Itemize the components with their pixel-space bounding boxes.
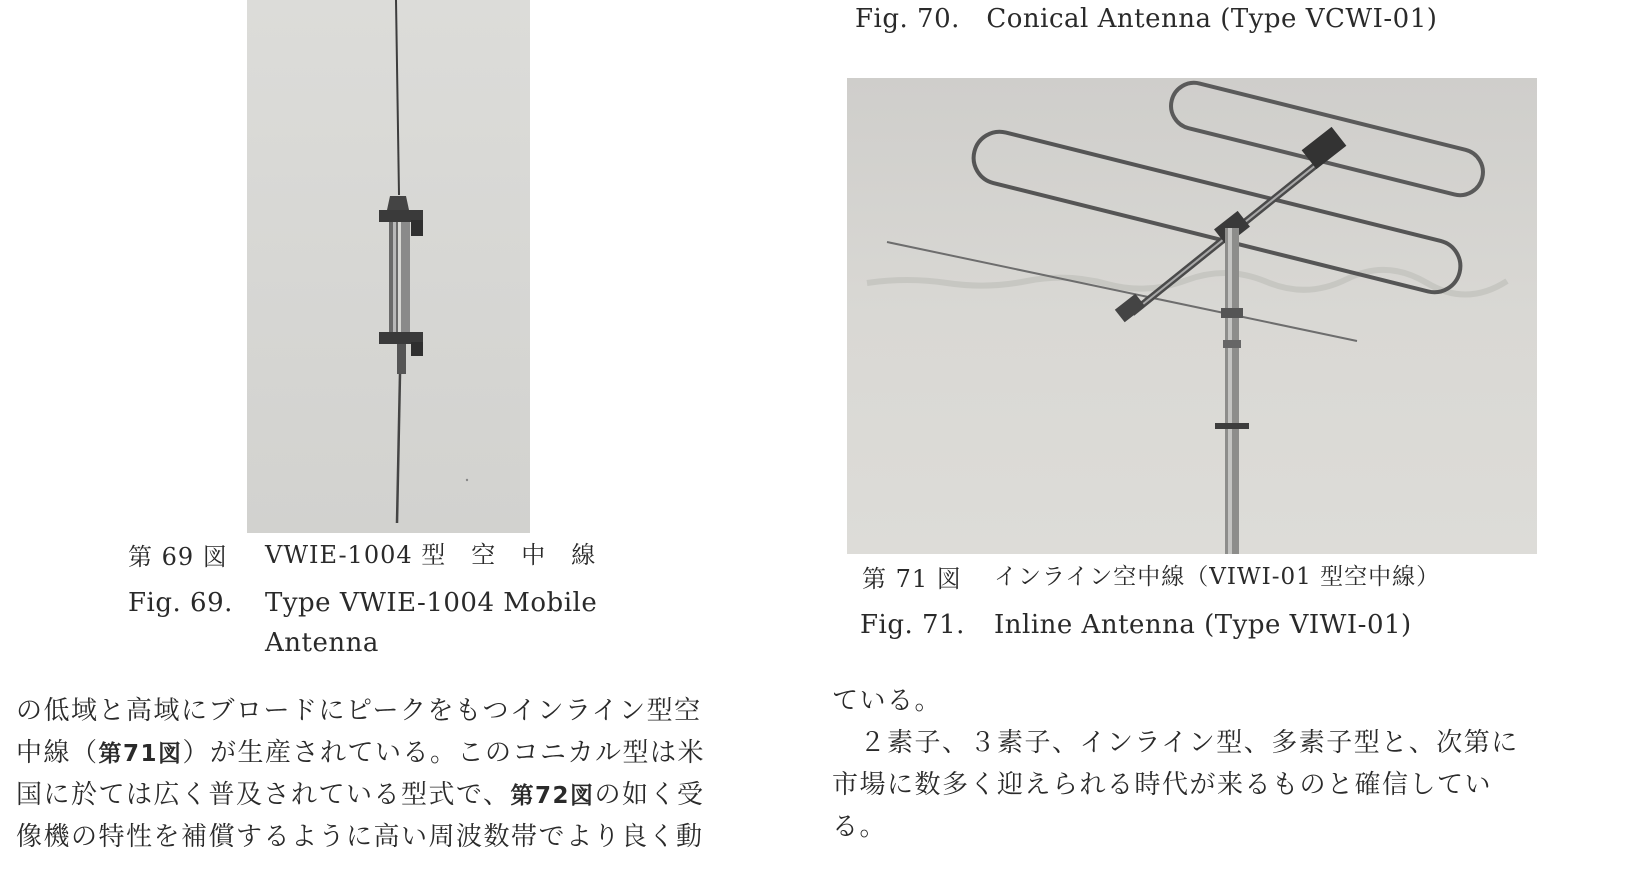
left-text-line-2-a: 中線（ xyxy=(16,738,99,768)
left-text-line-2-b: ）が生産されている。このコニカル型は米 xyxy=(182,738,706,768)
left-text-line-3-a: 国に於ては広く普及されている型式で、 xyxy=(16,780,511,810)
left-text-line-3-b: の如く受 xyxy=(594,780,705,810)
fig69-caption-en-number: Fig. 69. xyxy=(128,588,233,618)
right-text-line-1: ている。 xyxy=(832,686,943,716)
left-column-body-text xyxy=(16,690,705,858)
fig71-photo-inline-antenna xyxy=(847,78,1537,554)
fig71-caption-en-title: Inline Antenna (Type VIWI-01) xyxy=(994,610,1412,640)
right-text-line-3: 市場に数多く迎えられる時代が来るものと確信してい xyxy=(832,770,1493,800)
fig69-caption-en-title-line1: Type VWIE-1004 Mobile xyxy=(265,588,598,618)
right-text-line-2: ２素子、３素子、インライン型、多素子型と、次第に xyxy=(832,728,1519,758)
left-text-line-3 xyxy=(16,774,705,816)
fig71-caption-jp-number: 第 71 図 xyxy=(862,565,962,593)
figure-reference-71: 第71図 xyxy=(98,741,183,767)
right-text-line-4: る。 xyxy=(832,812,888,842)
fig70-caption: Fig. 70. Conical Antenna (Type VCWI-01) xyxy=(855,4,1438,34)
left-text-line-1: の低域と高域にブロードにピークをもつインライン型空 xyxy=(16,696,702,726)
right-column-body-text xyxy=(832,680,1519,848)
fig69-caption-jp-number: 第 69 図 xyxy=(128,543,228,571)
left-text-line-4: 像機の特性を補償するように高い周波数帯でより良く動 xyxy=(16,822,704,852)
fig69-caption-en-title-line2: Antenna xyxy=(265,628,379,658)
figure-reference-72: 第72図 xyxy=(510,783,595,809)
fig71-caption-en-number: Fig. 71. xyxy=(860,610,965,640)
fig69-caption-jp-title: VWIE-1004 型 空 中 線 xyxy=(265,541,597,569)
left-text-line-2 xyxy=(16,732,705,774)
fig69-photo-mobile-antenna xyxy=(247,0,530,533)
fig71-caption-jp-title: インライン空中線（VIWI-01 型空中線） xyxy=(994,564,1441,590)
